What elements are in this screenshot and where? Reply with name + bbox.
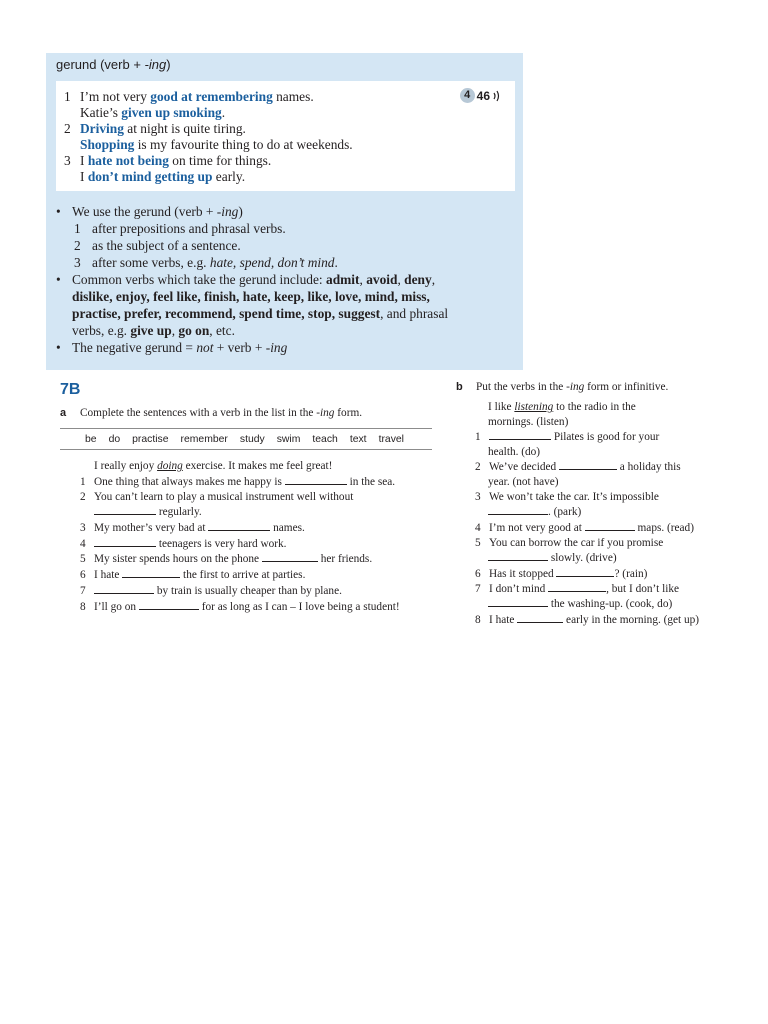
rule-sub-line <box>56 254 516 271</box>
q-text: exercise. It makes me feel great! <box>182 460 333 472</box>
title-ing: -ing <box>144 57 167 72</box>
q-text: My mother’s very bad at <box>94 522 209 534</box>
word-list-item: remember <box>180 433 228 445</box>
audio-track-number: 46 <box>476 88 490 103</box>
rule-text: . <box>334 255 338 270</box>
q-text: maps. (read) <box>634 522 694 534</box>
q-text: slowly. (drive) <box>548 552 617 564</box>
instruction-text: form. <box>334 407 363 419</box>
q-number: 8 <box>475 614 481 626</box>
q-text: a holiday this <box>616 461 681 473</box>
example-highlight: Shopping <box>80 137 135 152</box>
answer-blank[interactable] <box>517 613 563 623</box>
rule-text: , <box>171 323 179 338</box>
example-line <box>64 153 271 169</box>
question-2-cont: year. (not have) <box>488 476 559 488</box>
example-sentence <box>94 459 332 474</box>
example-text: at night is quite tiring. <box>123 121 246 136</box>
question-3-cont <box>488 505 581 520</box>
q-number: 1 <box>475 431 481 443</box>
instruction-italic: -ing <box>316 407 335 419</box>
rule-line <box>56 322 516 339</box>
q-number: 4 <box>80 538 86 550</box>
rule-text: after some verbs, e.g. <box>92 255 210 270</box>
panel-title <box>56 57 171 72</box>
q-text: to the radio in the <box>553 401 636 413</box>
question-3 <box>80 521 305 536</box>
title-text: gerund (verb + <box>56 57 145 72</box>
q-text: I’ll go on <box>94 601 139 613</box>
answer-blank[interactable] <box>488 551 548 561</box>
rule-line <box>56 203 516 220</box>
exercise-a <box>60 407 432 613</box>
exercise-a-instruction <box>60 407 432 419</box>
q-number: 2 <box>475 461 481 473</box>
example-text: . <box>221 105 226 120</box>
q-text: I don’t mind <box>489 583 549 595</box>
question-7-cont <box>488 597 672 612</box>
rule-text: verbs, e.g. <box>72 323 131 338</box>
question-5-cont <box>488 551 617 566</box>
examples-box <box>56 81 515 191</box>
audio-cd-number: 4 <box>460 88 475 103</box>
question-1 <box>80 475 395 490</box>
q-text: My sister spends hours on the phone <box>94 553 262 565</box>
q-text: , but I don’t like <box>606 583 680 595</box>
q-text: by train is usually cheaper than by plane. <box>154 585 342 597</box>
rule-text: , etc. <box>209 323 235 338</box>
example-text: names. <box>272 89 314 104</box>
rule-line <box>56 271 516 288</box>
rule-number: 1 <box>74 221 81 236</box>
q-text: I really enjoy <box>94 460 158 472</box>
q-text: regularly. <box>156 506 202 518</box>
rule-sub-line <box>56 220 516 237</box>
q-text: We won’t take the car. It’s impossible <box>489 491 659 503</box>
word-list-item: be <box>85 433 97 445</box>
q-text: I like <box>488 401 515 413</box>
example-sentence-cont: mornings. (listen) <box>488 416 569 428</box>
rule-verb: avoid <box>366 272 398 287</box>
question-8 <box>475 613 699 628</box>
audio-reference[interactable] <box>460 88 501 103</box>
q-text: We’ve decided <box>489 461 559 473</box>
q-text: her friends. <box>317 553 373 565</box>
rule-text: , <box>359 272 367 287</box>
word-list-item: teach <box>312 433 338 445</box>
example-text: Katie’s <box>80 105 122 120</box>
section-title: 7B <box>60 381 81 398</box>
example-number: 1 <box>64 89 71 104</box>
rule-number: 2 <box>74 238 81 253</box>
rule-line <box>56 305 516 322</box>
q-text: One thing that always makes me happy is <box>94 476 285 488</box>
grammar-rules <box>56 203 516 356</box>
example-highlight: hate not being <box>87 153 169 168</box>
rule-text: , <box>397 272 405 287</box>
example-text: I <box>80 153 88 168</box>
question-3 <box>475 490 659 505</box>
answer-blank[interactable] <box>559 460 617 470</box>
grammar-panel <box>46 53 523 370</box>
example-text: I’m not very <box>80 89 151 104</box>
example-text: on time for things. <box>168 153 272 168</box>
q-text: the washing-up. (cook, do) <box>548 598 673 610</box>
answer-blank[interactable] <box>585 521 635 531</box>
answer-blank[interactable] <box>548 582 606 592</box>
example-highlight: good at remembering <box>150 89 273 104</box>
instruction-text: Put the verbs in the <box>476 381 567 393</box>
question-4 <box>80 537 287 552</box>
rule-text: We use the gerund (verb + <box>72 204 217 219</box>
example-sentence <box>488 400 636 415</box>
question-5 <box>80 552 372 567</box>
answer-blank[interactable] <box>94 584 154 594</box>
q-text: ? (rain) <box>614 568 648 580</box>
q-text: I’m not very good at <box>489 522 585 534</box>
answer-blank[interactable] <box>488 505 548 515</box>
q-number: 8 <box>80 601 86 613</box>
q-text: names. <box>270 522 305 534</box>
question-6 <box>80 568 305 583</box>
example-answer: doing <box>157 460 183 472</box>
rule-text: The negative gerund = <box>72 340 197 355</box>
question-7 <box>475 582 679 597</box>
title-suffix: ) <box>166 57 171 72</box>
example-text: early. <box>212 169 246 184</box>
exercise-letter: b <box>456 381 463 393</box>
rule-text: as the subject of a sentence. <box>92 238 241 253</box>
word-list-item: practise <box>132 433 169 445</box>
example-number: 2 <box>64 121 71 136</box>
q-number: 6 <box>80 569 86 581</box>
exercise-b <box>456 381 746 626</box>
q-text: I hate <box>489 614 518 626</box>
word-list-item: travel <box>378 433 404 445</box>
sound-wave-icon <box>492 90 501 102</box>
answer-blank[interactable] <box>208 521 270 531</box>
word-list-item: do <box>108 433 121 445</box>
rule-text: after prepositions and phrasal verbs. <box>92 221 286 236</box>
q-number: 4 <box>475 522 481 534</box>
rule-verb: admit <box>326 272 360 287</box>
example-text: is my favourite thing to do at weekends. <box>134 137 353 152</box>
rule-italic: -ing <box>265 340 288 355</box>
question-2 <box>80 490 353 505</box>
rule-text: + verb + <box>213 340 266 355</box>
question-2 <box>475 460 681 475</box>
answer-blank[interactable] <box>556 567 614 577</box>
answer-blank[interactable] <box>489 430 551 440</box>
question-4 <box>475 521 694 536</box>
answer-blank[interactable] <box>262 552 318 562</box>
rule-number: 3 <box>74 255 81 270</box>
q-number: 3 <box>475 491 481 503</box>
q-text: You can borrow the car if you promise <box>489 537 664 549</box>
answer-blank[interactable] <box>139 600 199 610</box>
example-line <box>64 121 246 137</box>
q-number: 3 <box>80 522 86 534</box>
q-number: 1 <box>80 476 86 488</box>
bullet: • <box>56 204 61 219</box>
rule-verbs: dislike, enjoy, feel like, finish, hate, keep, like, love, mind, miss, <box>72 289 430 304</box>
instruction-text: form or infinitive. <box>584 381 669 393</box>
question-8 <box>80 600 400 615</box>
q-text: early in the morning. (get up) <box>563 614 700 626</box>
rule-text: , <box>431 272 436 287</box>
answer-blank[interactable] <box>122 568 180 578</box>
example-line <box>64 105 225 121</box>
word-list-item: swim <box>276 433 301 445</box>
word-list-item: text <box>349 433 367 445</box>
rule-italic: not <box>196 340 214 355</box>
bullet: • <box>56 340 61 355</box>
q-number: 7 <box>80 585 86 597</box>
example-highlight: given up smoking <box>121 105 222 120</box>
q-text: I hate <box>94 569 123 581</box>
rule-verb: go on <box>178 323 210 338</box>
q-number: 2 <box>80 491 86 503</box>
rule-verbs: practise, prefer, recommend, spend time, stop, suggest <box>72 306 381 321</box>
rule-line <box>56 339 516 356</box>
example-line <box>64 169 245 185</box>
q-number: 7 <box>475 583 481 595</box>
q-text: in the sea. <box>346 476 396 488</box>
question-5 <box>475 536 663 551</box>
q-number: 5 <box>475 537 481 549</box>
word-list-item: study <box>239 433 265 445</box>
rule-italic: hate, spend, don’t mind <box>209 255 335 270</box>
instruction-text: Complete the sentences with a verb in the list in the <box>80 407 317 419</box>
question-2-cont <box>94 505 202 520</box>
q-text: the first to arrive at parties. <box>180 569 306 581</box>
instruction-italic: -ing <box>566 381 585 393</box>
question-1-cont: health. (do) <box>488 446 541 458</box>
rule-verb: deny <box>404 272 432 287</box>
rule-line <box>56 288 516 305</box>
answer-blank[interactable] <box>94 505 156 515</box>
example-text: I <box>80 169 88 184</box>
q-text: . (park) <box>548 506 582 518</box>
q-number: 5 <box>80 553 86 565</box>
q-number: 6 <box>475 568 481 580</box>
example-highlight: don’t mind getting up <box>87 169 213 184</box>
example-line <box>64 89 314 105</box>
q-text: teenagers is very hard work. <box>156 538 287 550</box>
example-answer: listening <box>514 401 554 413</box>
rule-text: ) <box>238 204 243 219</box>
example-highlight: Driving <box>80 121 124 136</box>
question-1 <box>475 430 659 445</box>
exercise-b-instruction <box>456 381 746 393</box>
q-text: Has it stopped <box>489 568 557 580</box>
bullet: • <box>56 272 61 287</box>
answer-blank[interactable] <box>488 597 548 607</box>
example-line <box>64 137 353 153</box>
q-text: Pilates is good for your <box>551 431 660 443</box>
question-6 <box>475 567 647 582</box>
exercise-letter: a <box>60 407 67 419</box>
answer-blank[interactable] <box>94 537 156 547</box>
answer-blank[interactable] <box>285 475 347 485</box>
rule-verb: give up <box>130 323 172 338</box>
q-text: for as long as I can – I love being a student! <box>198 601 400 613</box>
q-text: You can’t learn to play a musical instrument well without <box>94 491 354 503</box>
rule-text: , and phrasal <box>380 306 449 321</box>
rule-text: Common verbs which take the gerund include: <box>72 272 326 287</box>
question-7 <box>80 584 342 599</box>
example-number: 3 <box>64 153 71 168</box>
word-list-box <box>60 428 432 450</box>
rule-italic: -ing <box>216 204 239 219</box>
rule-sub-line <box>56 237 516 254</box>
